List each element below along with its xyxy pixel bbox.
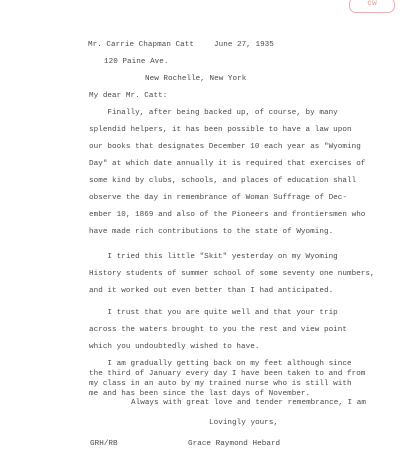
salutation: My dear Mr. Catt:	[89, 92, 168, 100]
closing-line: Always with great love and tender remembrance, I am	[131, 399, 366, 407]
body-line: History students of summer school of some seventy one numbers,	[89, 270, 375, 278]
body-line: me and has been since the last days of November.	[89, 390, 311, 398]
address-line-1: 120 Paine Ave.	[104, 58, 169, 66]
letter-date: June 27, 1935	[214, 41, 274, 49]
body-line: I tried this little "Skit" yesterday on my Wyoming	[89, 253, 338, 261]
body-line: I am gradually getting back on my feet although since	[89, 360, 352, 368]
body-line: which you undoubtedly wished to have.	[89, 343, 260, 351]
body-line: Day" at which date annually it is required that exercises of	[89, 160, 366, 168]
signoff: Lovingly yours,	[209, 419, 279, 427]
archive-stamp: cw	[349, 0, 395, 13]
body-line: some kind by clubs, schools, and places of education shall	[89, 177, 357, 185]
recipient-name: Mr. Carrie Chapman Catt	[88, 41, 194, 49]
body-line: the third of January every day I have been taken to and from	[89, 370, 366, 378]
body-line: across the waters brought to you the rest and view point	[89, 326, 347, 334]
signature-name: Grace Raymond Hebard	[188, 440, 281, 448]
typist-initials: GRH/RB	[90, 440, 118, 448]
body-line: our books that designates December 10 each year as "Wyoming	[89, 143, 361, 151]
body-line: and it worked out even better than I had anticipated.	[89, 287, 334, 295]
address-line-2: New Rochelle, New York	[145, 75, 247, 83]
body-line: Finally, after being backed up, of course, by many	[89, 109, 338, 117]
body-line: splendid helpers, it has been possible to have a law upon	[89, 126, 352, 134]
body-line: have made rich contributions to the state of Wyoming.	[89, 228, 334, 236]
body-line: observe the day in remembrance of Woman Suffrage of Dec-	[89, 194, 347, 202]
body-line: I trust that you are quite well and that your trip	[89, 309, 338, 317]
body-line: my class in an auto by my trained nurse who is still with	[89, 380, 352, 388]
body-line: ember 10, 1869 and also of the Pioneers and frontiersmen who	[89, 211, 366, 219]
